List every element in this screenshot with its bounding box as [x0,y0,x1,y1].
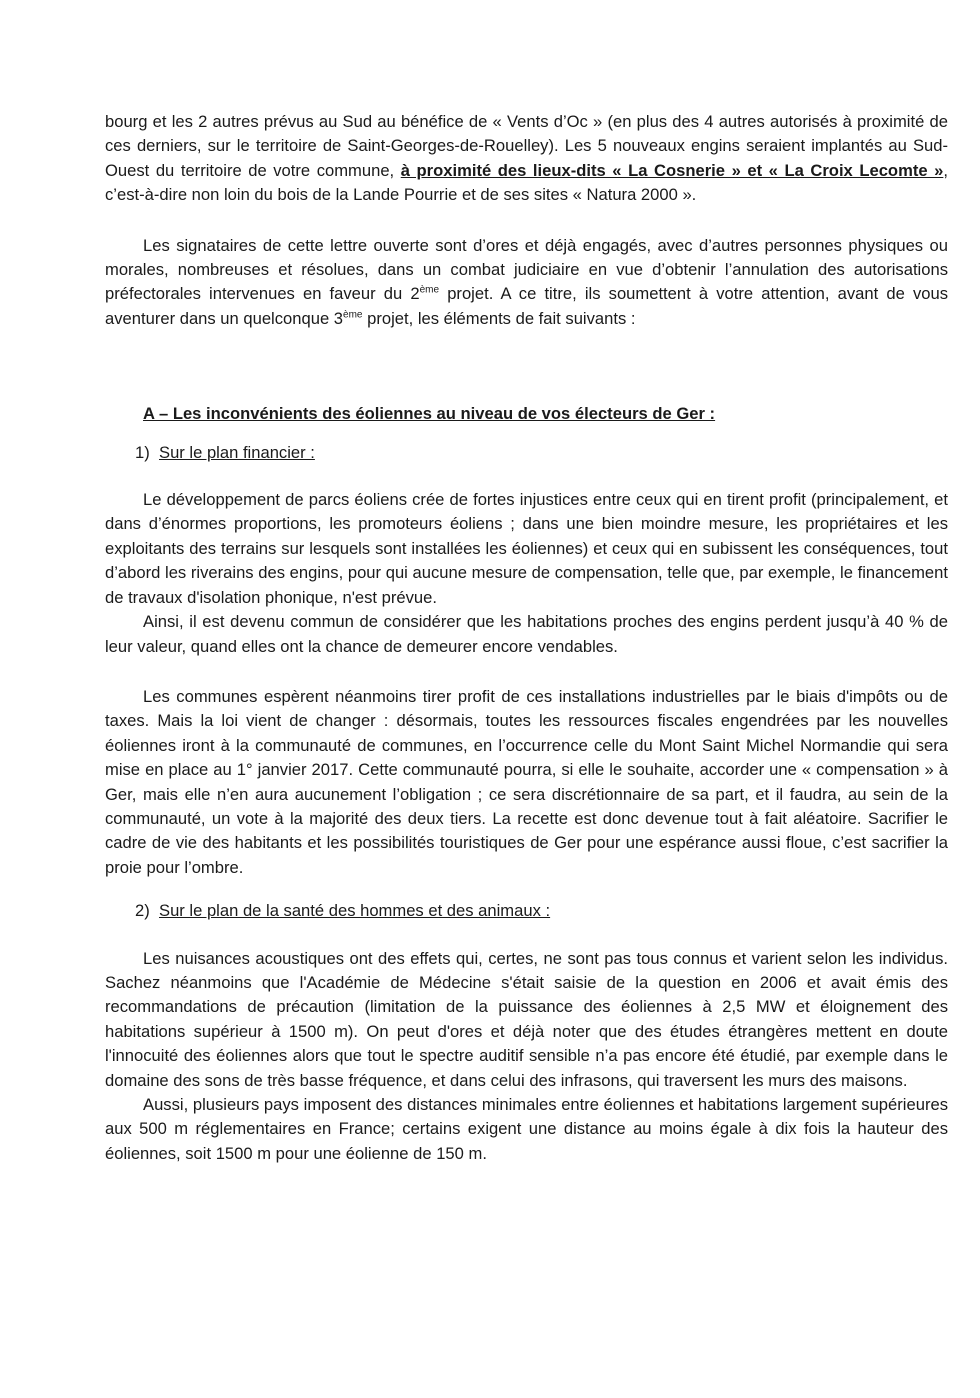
paragraph-distances: Aussi, plusieurs pays imposent des distances minimales entre éoliennes et habitations largement supérieures aux 500 m réglementaires en France; certains exigent une distance au moins égale à dix fois la hauteur des éoliennes, soit 1500 m pour une éolienne de 150 m. [105,1095,948,1163]
section-heading-a: A – Les inconvénients des éoliennes au niveau de vos électeurs de Ger : [143,404,716,424]
letter-body [105,110,948,1166]
paragraph-signatories [105,234,948,332]
subsection-title: Sur le plan financier : [159,442,315,462]
subsection-title: Sur le plan de la santé des hommes et des animaux : [159,901,551,921]
paragraph-text: Les signataires de cette lettre ouverte sont d’ores et déjà engagés, avec d’autres personnes physiques ou morales, nombreuses et résolues, dans un combat judiciaire en vue d’obtenir l’annulation des autorisations préfectorales intervenues en faveur du 2 [105,235,948,304]
paragraph-injustice: Le développement de parcs éoliens crée de fortes injustices entre ceux qui en tirent profit (principalement, et dans d’énormes proportions, les promoteurs éoliens ; dans une bien moindre mesure, les propriétaires et les exploitants des terrains sur lesquels sont installées les éoliennes) et ceux qui en subissent les conséquences, tout d’abord les riverains des engins, pour qui aucune mesure de compensation, telle que, par exemple, le financement de travaux d'isolation phonique, n'est prévue. [105,490,948,607]
paragraph-projects [105,110,948,208]
paragraph-text: bourg et les 2 autres prévus au Sud au bénéfice de « Vents d’Oc » (en plus des 4 autres autorisés à proximité de ces derniers, sur le territoire de Saint-Georges-de-Rouelley). Les 5 nouveaux engins seraient implantés au Sud-Ouest du territoire de votre commune, [105,112,948,180]
superscript: ème [343,309,363,321]
paragraph-taxes: Les communes espèrent néanmoins tirer profit de ces installations industrielles par le biais d'impôts ou de taxes. Mais la loi vient de changer : désormais, toutes les ressources fiscales engendrées par les nouvelles éoliennes iront à la communauté de communes, en l’occurrence celle du Mont Saint Michel Normandie qui sera mise en place au 1° janvier 2017. Cette communauté pourra, si elle le souhaite, accorder une « compensation » à Ger, mais elle n’en aura aucunement l’obligation ; ce sera discrétionnaire de sa part, et il faudra, au sein de la communauté, un vote à la majorité des deux tiers. La recette est donc devenue tout à fait aléatoire. Sacrifier le cadre de vie des habitants et les possibilités touristiques de Ger pour une espérance aussi floue, c’est sacrifier la proie pour l’ombre. [105,686,948,877]
paragraph-property-value: Ainsi, il est devenu commun de considérer que les habitations proches des engins perdent jusqu’à 40 % de leur valeur, quand elles ont la chance de demeurer encore vendables. [105,612,948,656]
subsection-heading-health [105,899,948,923]
subsection-number: 2) [135,901,150,921]
paragraph-acoustic: Les nuisances acoustiques ont des effets qui, certes, ne sont pas tous connus et varient selon les individus. Sachez néanmoins que l'Académie de Médecine s'était saisie de la question en 2006 et avait émis des recommandations de précaution (limitation de la puissance des éoliennes à 2,5 MW et éloignement des habitations supérieur à 1500 m). On peut d'ores et déjà noter que des études étrangères mettent en doute l'innocuité des éoliennes alors que tout le spectre auditif sensible n’a pas encore été étudié, par exemple dans le domaine des sons de très basse fréquence, et dans celui des infrasons, qui traversent les murs des maisons. [105,948,948,1090]
location-emphasis: à proximité des lieux-dits « La Cosnerie » et « La Croix Lecomte » [400,160,944,180]
paragraph-text: , c’est-à-dire non loin du bois de la Lande Pourrie et de ses sites « Natura 2000 ». [105,160,948,205]
subsection-number: 1) [135,442,150,462]
paragraph-text: projet. A ce titre, ils soumettent à votre attention, avant de vous aventurer dans un quelconque 3 [105,284,948,328]
subsection-heading-financial [105,441,948,465]
paragraph-text: projet, les éléments de fait suivants : [362,308,636,328]
superscript: ème [419,284,440,296]
